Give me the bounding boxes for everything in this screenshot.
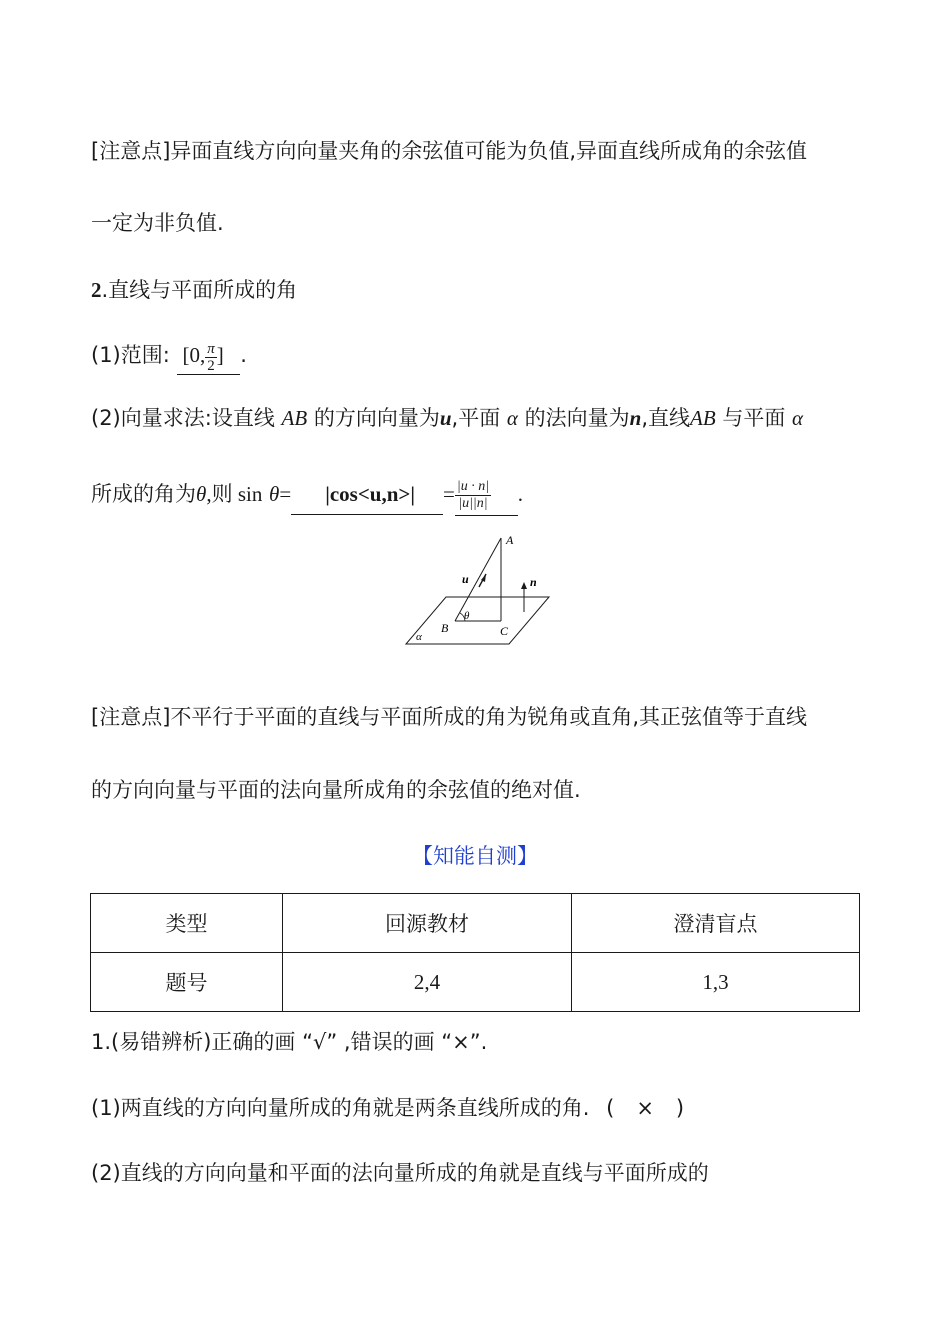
sin-answer: |cos<u,n>|: [291, 474, 443, 515]
table-cell: 题号: [91, 953, 283, 1012]
q1-intro: 1.(易错辨析)正确的画 “√” ,错误的画 “×”.: [91, 1030, 488, 1054]
self-test-table: [90, 893, 860, 1012]
table-header-cell: 回源教材: [283, 894, 572, 953]
label-A: A: [506, 533, 514, 547]
method-line2: 所成的角为θ,则 sin θ= |cos<u,n>| = $\frac{|u \cdot n|}{|u||n|}$ .: [91, 474, 523, 516]
section2-title: .直线与平面所成的角: [101, 278, 298, 302]
method-line1: (2)向量求法:设直线 AB 的方向向量为u,平面 α 的法向量为n,直线AB 与平面 α: [91, 406, 804, 430]
segment-AB-2: AB: [690, 406, 716, 430]
label-u: u: [462, 572, 469, 586]
pi-over-2: $\frac{\pi}{2}$: [207, 340, 215, 374]
table-cell: 1,3: [572, 953, 860, 1012]
plane-alpha-2: α: [792, 406, 804, 430]
label-n: n: [530, 575, 537, 589]
note2-line1: [注意点]不平行于平面的直线与平面所成的角为锐角或直角,其正弦值等于直线: [91, 705, 808, 729]
plane-alpha: α: [506, 406, 518, 430]
vector-u: u: [439, 406, 452, 430]
note1-line1: [注意点]异面直线方向向量夹角的余弦值可能为负值,异面直线所成角的余弦值: [91, 139, 808, 163]
vector-n: n: [629, 406, 642, 430]
table-header-row: [91, 894, 860, 953]
note1-line2: 一定为非负值.: [91, 211, 224, 235]
label-C: C: [500, 624, 509, 638]
section2-number: 2: [91, 278, 102, 302]
label-theta: θ: [464, 610, 470, 622]
q1-item1: (1)两直线的方向向量所成的角就是两条直线所成的角. ( × ): [91, 1096, 685, 1120]
label-alpha: α: [416, 631, 422, 643]
segment-AB: AB: [281, 406, 308, 430]
sin-fraction: $\frac{|u \cdot n|}{|u||n|}$: [455, 475, 518, 516]
table-row: [91, 953, 860, 1012]
note2-line2: 的方向向量与平面的法向量所成角的余弦值的绝对值.: [91, 778, 581, 802]
self-test-title: 【知能自测】: [412, 844, 538, 868]
table-cell: 2,4: [283, 953, 572, 1012]
table-header-cell: 澄清盲点: [572, 894, 860, 953]
line-plane-angle-figure: [400, 530, 560, 652]
range-answer: [0, $\frac{\pi}{2}$ ]: [177, 338, 241, 375]
q1-item2: (2)直线的方向向量和平面的法向量所成的角就是直线与平面所成的: [91, 1161, 709, 1185]
n-arrowhead: [521, 582, 527, 589]
table-header-cell: 类型: [91, 894, 283, 953]
answer-mark: ×: [636, 1096, 654, 1120]
range-line: [91, 338, 247, 375]
section2-heading: [91, 276, 297, 304]
label-B: B: [441, 621, 449, 635]
range-suffix: .: [240, 343, 247, 367]
range-prefix: (1)范围:: [91, 343, 170, 367]
